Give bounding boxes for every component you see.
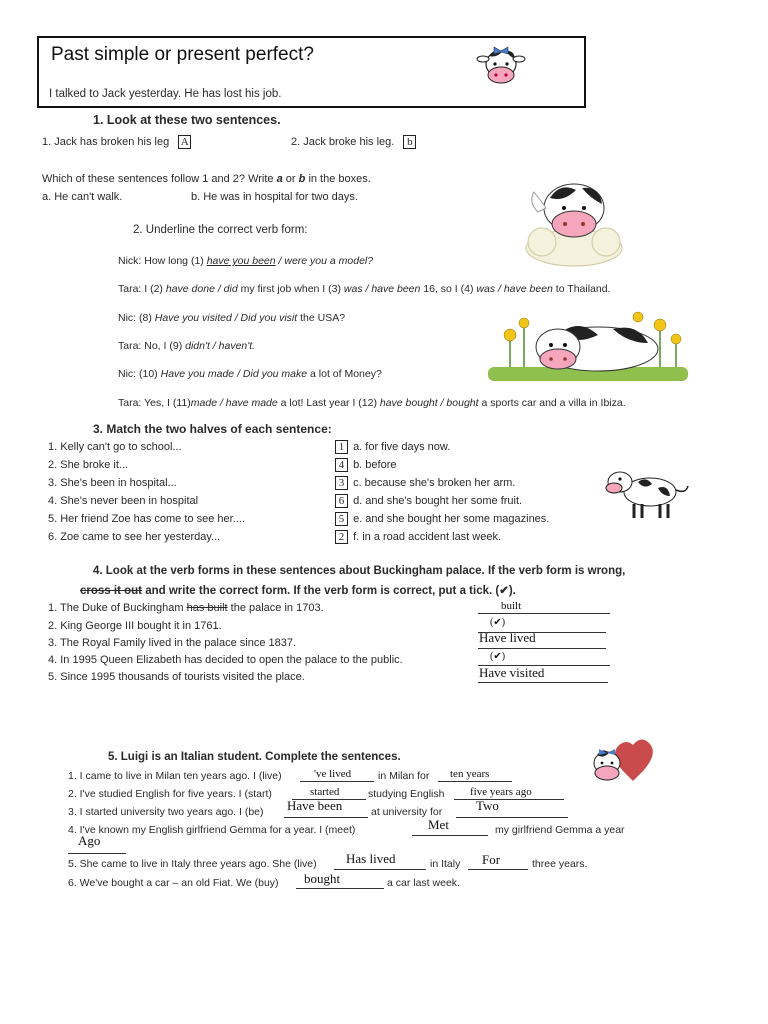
answer-5-3a: Have been	[287, 798, 343, 813]
example-sentence: I talked to Jack yesterday. He has lost his job.	[49, 88, 282, 100]
cow-standing-icon	[600, 462, 692, 522]
line2-end: to Thailand.	[555, 283, 611, 295]
line6-mid: a lot! Last year I (12)	[280, 397, 377, 409]
answer-4-5: Have visited	[479, 665, 545, 680]
luigi-line-1: 1. I came to live in Milan ten years ago. I (live)	[68, 770, 282, 782]
question-or: or	[285, 173, 296, 185]
match-box-d[interactable]: 6	[335, 494, 348, 508]
match-box-b[interactable]: 4	[335, 458, 348, 472]
luigi-line-1-mid: in Milan for	[378, 770, 430, 782]
line4-pre: Tara: No, I (9)	[118, 340, 183, 352]
match-right-f-text: f. in a road accident last week.	[353, 530, 502, 543]
palace-item-2: 2. King George III bought it in 1761.	[48, 620, 222, 632]
answer-4-3: Have lived	[479, 630, 536, 645]
answer-4-4: (✔)	[490, 651, 506, 662]
match-box-c[interactable]: 3	[335, 476, 348, 490]
match-left-1: 1. Kelly can't go to school...	[48, 441, 182, 453]
answer-5-2a: started	[310, 786, 340, 798]
line3-choice[interactable]: Have you visited / Did you visit	[154, 312, 298, 324]
line2-choice-a[interactable]: have done / did	[165, 283, 238, 295]
blank-5-5b[interactable]	[468, 869, 528, 870]
answer-4-1: built	[501, 600, 522, 612]
section1-sentence-2	[291, 135, 418, 149]
palace-item-5: 5. Since 1995 thousands of tourists visited the place.	[48, 671, 305, 683]
match-left-2: 2. She broke it...	[48, 459, 129, 471]
line3-end: the USA?	[300, 312, 346, 324]
line2-choice-b[interactable]: was / have been	[343, 283, 421, 295]
palace-item-1	[48, 602, 324, 614]
blank-5-2b[interactable]	[454, 799, 564, 800]
dialogue-line-6	[118, 397, 626, 409]
answer-5-5b: For	[482, 852, 501, 867]
answer-5-1a: 've lived	[314, 768, 352, 780]
section4-heading-2	[80, 583, 516, 597]
answer-5-2b: five years ago	[470, 786, 532, 798]
answer-5-1b: ten years	[450, 768, 490, 780]
answer-4-2: (✔)	[490, 617, 506, 628]
match-right-e-text: e. and she bought her some magazines.	[353, 512, 550, 525]
match-box-e[interactable]: 5	[335, 512, 348, 526]
blank-5-3b[interactable]	[456, 817, 568, 818]
heading-rest: and write the correct form. If the verb form is correct, put a tick. (✔).	[145, 585, 516, 597]
dialogue-line-5	[118, 368, 382, 380]
section1-question	[42, 173, 371, 185]
luigi-line-3: 3. I started university two years ago. I (be)	[68, 806, 264, 818]
luigi-line-6: 6. We've bought a car – an old Fiat. We (buy)	[68, 877, 279, 889]
cow-head-icon	[472, 42, 530, 92]
line5-end: a lot of Money?	[310, 368, 382, 380]
dialogue-line-3	[118, 312, 345, 324]
match-left-4: 4. She's never been in hospital	[48, 495, 199, 507]
line2-mid2: 16, so I (4)	[423, 283, 474, 295]
option-a: a. He can't walk.	[42, 191, 123, 203]
line1-post: / were you a model?	[278, 255, 374, 267]
luigi-line-5-end: three years.	[532, 858, 588, 870]
match-right-c-text: c. because she's broken her arm.	[353, 476, 516, 489]
cow-lying-icon	[488, 305, 688, 385]
heading-strike: cross it out	[80, 585, 142, 597]
luigi-line-2-mid: studying English	[368, 788, 445, 800]
answer-line-4-1[interactable]	[478, 613, 610, 614]
question-end: in the boxes.	[308, 173, 371, 185]
line4-choice[interactable]: didn't / haven't.	[185, 340, 256, 352]
blank-5-4a[interactable]	[412, 835, 488, 836]
blank-5-6[interactable]	[296, 888, 384, 889]
page-title: Past simple or present perfect?	[51, 44, 314, 65]
match-right-a-text: a. for five days now.	[353, 440, 451, 453]
blank-5-3a[interactable]	[284, 817, 368, 818]
answer-5-5a: Has lived	[346, 851, 396, 866]
match-left-3: 3. She's been in hospital...	[48, 477, 177, 489]
answer-5-4b: Ago	[78, 833, 101, 848]
luigi-line-5: 5. She came to live in Italy three years ago. She (live)	[68, 858, 317, 870]
answer-line-4-5[interactable]	[478, 682, 608, 683]
line2-mid: my first job when I (3)	[240, 283, 341, 295]
section1-heading: 1. Look at these two sentences.	[93, 113, 281, 127]
sentence-1-text: 1. Jack has broken his leg	[42, 135, 170, 148]
section4-heading-1: 4. Look at the verb forms in these sentences about Buckingham palace. If the verb form is wrong,	[93, 565, 626, 577]
sentence-2-text: 2. Jack broke his leg.	[291, 135, 395, 148]
match-box-a[interactable]: 1	[335, 440, 348, 454]
match-right-b-text: b. before	[353, 458, 397, 471]
match-right-d	[335, 494, 522, 508]
dialogue-line-4	[118, 340, 255, 352]
luigi-line-4-end: my girlfriend Gemma a year	[495, 824, 625, 836]
dialogue-line-2	[118, 283, 610, 295]
luigi-line-5-mid: in Italy	[430, 858, 461, 870]
item1-post: the palace in 1703.	[230, 602, 324, 614]
answer-5-3b: Two	[476, 798, 499, 813]
question-text: Which of these sentences follow 1 and 2? Write	[42, 173, 274, 185]
line6-choice-a[interactable]: made / have made	[190, 397, 278, 409]
match-right-a	[335, 440, 450, 454]
item1-pre: 1. The Duke of Buckingham	[48, 602, 184, 614]
answer-5-6: bought	[304, 871, 341, 886]
section5-heading: 5. Luigi is an Italian student. Complete the sentences.	[108, 751, 401, 763]
question-b: b	[298, 173, 306, 185]
item1-strike: has built	[186, 602, 228, 614]
line3-pre: Nic: (8)	[118, 312, 152, 324]
match-right-e	[335, 512, 549, 526]
line2-choice-c[interactable]: was / have been	[476, 283, 553, 295]
dialogue-line-1	[118, 255, 373, 267]
question-a: a	[276, 173, 283, 185]
palace-item-3: 3. The Royal Family lived in the palace since 1837.	[48, 637, 297, 649]
line6-end: a sports car and a villa in Ibiza.	[481, 397, 626, 409]
palace-item-4: 4. In 1995 Queen Elizabeth has decided to open the palace to the public.	[48, 654, 403, 666]
luigi-line-2: 2. I've studied English for five years. I (start)	[68, 788, 272, 800]
match-left-6: 6. Zoe came to see her yesterday...	[48, 531, 221, 543]
answer-box-2[interactable]: b	[403, 135, 416, 149]
line1-underlined[interactable]: have you been	[206, 255, 276, 267]
match-left-5: 5. Her friend Zoe has come to see her....	[48, 513, 245, 525]
match-right-b	[335, 458, 396, 472]
section2-heading: 2. Underline the correct verb form:	[133, 224, 308, 236]
match-box-f[interactable]: 2	[335, 530, 348, 544]
section1-sentence-1	[42, 135, 193, 149]
answer-box-1[interactable]: A	[178, 135, 191, 149]
blank-5-4b[interactable]	[68, 853, 126, 854]
luigi-line-4: 4. I've known my English girlfriend Gemma for a year. I (meet)	[68, 824, 356, 836]
blank-5-5a[interactable]	[334, 869, 426, 870]
line2-pre: Tara: I (2)	[118, 283, 163, 295]
line6-choice-b[interactable]: have bought / bought	[379, 397, 479, 409]
line5-choice[interactable]: Have you made / Did you make	[160, 368, 308, 380]
cow-heart-icon	[583, 737, 661, 797]
blank-5-1a[interactable]	[300, 781, 374, 782]
section3-heading: 3. Match the two halves of each sentence:	[93, 422, 332, 436]
cow-cloud-icon	[520, 172, 628, 272]
line6-pre: Tara: Yes, I (11)	[118, 397, 191, 409]
luigi-line-6-end: a car last week.	[387, 877, 460, 889]
option-b: b. He was in hospital for two days.	[191, 191, 358, 203]
line5-pre: Nic: (10)	[118, 368, 158, 380]
line1-pre: Nick: How long (1)	[118, 255, 204, 267]
answer-5-4a: Met	[428, 817, 449, 832]
answer-line-4-3[interactable]	[478, 648, 606, 649]
match-right-d-text: d. and she's bought her some fruit.	[353, 494, 523, 507]
luigi-line-3-mid: at university for	[371, 806, 443, 818]
match-right-c	[335, 476, 515, 490]
blank-5-1b[interactable]	[438, 781, 512, 782]
match-right-f	[335, 530, 501, 544]
